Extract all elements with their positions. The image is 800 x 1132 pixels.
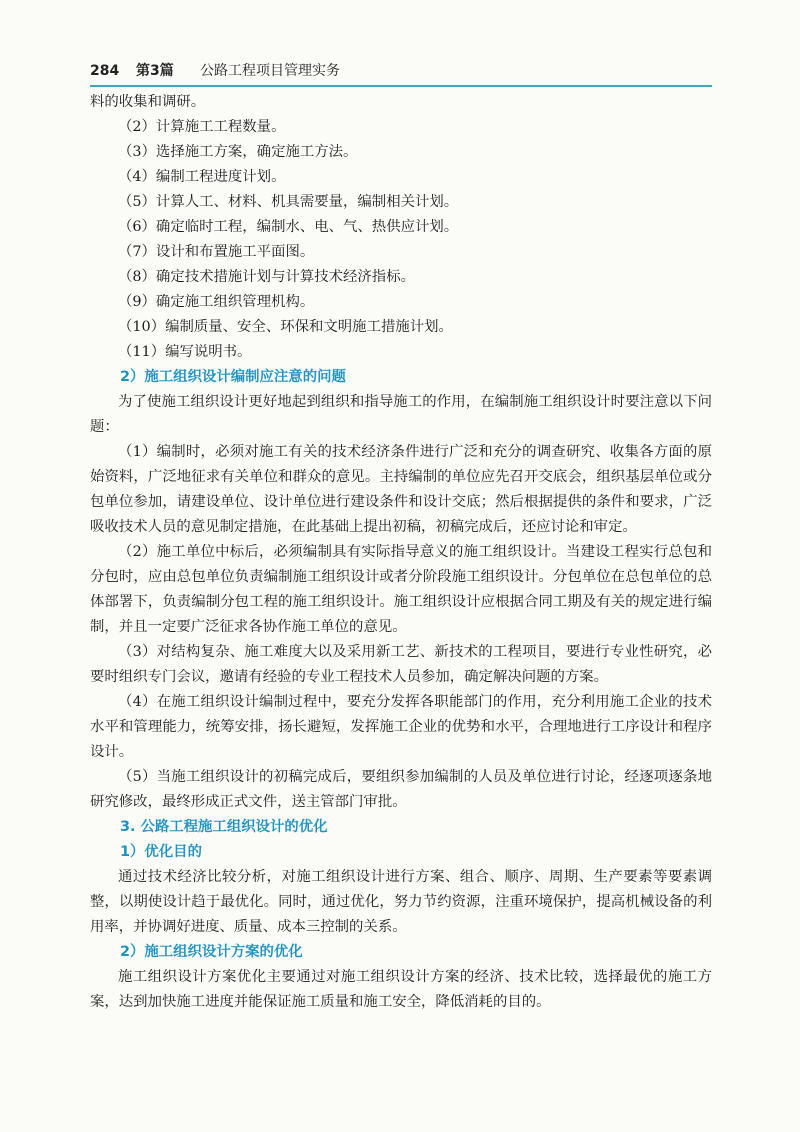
paragraph: 为了使施工组织设计更好地起到组织和指导施工的作用，在编制施工组织设计时要注意以下问题： bbox=[90, 394, 712, 435]
step-item: （9）确定施工组织管理机构。 bbox=[118, 294, 315, 310]
step-item: （4）编制工程进度计划。 bbox=[118, 169, 286, 185]
step-item: （8）确定技术措施计划与计算技术经济指标。 bbox=[118, 269, 415, 285]
page-header bbox=[90, 62, 712, 84]
section-heading: 3. 公路工程施工组织设计的优化 bbox=[120, 819, 328, 835]
subsection-heading: 1）优化目的 bbox=[120, 844, 202, 860]
subsection-heading: 2）施工组织设计方案的优化 bbox=[120, 944, 303, 960]
page-body bbox=[90, 90, 712, 1015]
page-number: 284 bbox=[90, 63, 120, 79]
step-item: （2）计算施工工程数量。 bbox=[118, 119, 286, 135]
header-rule bbox=[90, 85, 712, 87]
paragraph: （4）在施工组织设计编制过程中，要充分发挥各职能部门的作用，充分利用施工企业的技术水平和管理能力，统筹安排，扬长避短，发挥施工企业的优势和水平，合理地进行工序设计和程序设计。 bbox=[90, 694, 712, 760]
step-item: （7）设计和布置施工平面图。 bbox=[118, 244, 315, 260]
book-section-title: 公路工程项目管理实务 bbox=[200, 63, 340, 79]
step-item: （6）确定临时工程，编制水、电、气、热供应计划。 bbox=[118, 219, 459, 235]
step-item: （10）编制质量、安全、环保和文明施工措施计划。 bbox=[118, 319, 453, 335]
paragraph: （3）对结构复杂、施工难度大以及采用新工艺、新技术的工程项目，要进行专业性研究，必要时组织专门会议，邀请有经验的专业工程技术人员参加，确定解决问题的方案。 bbox=[90, 644, 712, 685]
part-label: 第3篇 bbox=[136, 63, 174, 79]
step-item: （5）计算人工、材料、机具需要量，编制相关计划。 bbox=[118, 194, 459, 210]
paragraph: 通过技术经济比较分析，对施工组织设计进行方案、组合、顺序、周期、生产要素等要素调整，以期使设计趋于最优化。同时，通过优化，努力节约资源，注重环境保护，提高机械设备的利用率，并协调好进度、质量、成本三控制的关系。 bbox=[90, 869, 712, 935]
intro-continuation: 料的收集和调研。 bbox=[90, 94, 206, 110]
step-item: （11）编写说明书。 bbox=[118, 344, 252, 360]
paragraph: （2）施工单位中标后，必须编制具有实际指导意义的施工组织设计。当建设工程实行总包和分包时，应由总包单位负责编制施工组织设计或者分阶段施工组织设计。分包单位在总包单位的总体部署下，负责编制分包工程的施工组织设计。施工组织设计应根据合同工期及有关的规定进行编制，并且一定要广泛征求各协作施工单位的意见。 bbox=[90, 544, 712, 635]
step-item: （3）选择施工方案，确定施工方法。 bbox=[118, 144, 358, 160]
subsection-heading: 2）施工组织设计编制应注意的问题 bbox=[120, 369, 346, 385]
paragraph: （1）编制时，必须对施工有关的技术经济条件进行广泛和充分的调查研究、收集各方面的原始资料，广泛地征求有关单位和群众的意见。主持编制的单位应先召开交底会，组织基层单位或分包单位参加，请建设单位、设计单位进行建设条件和设计交底；然后根据提供的条件和要求，广泛吸收技术人员的意见制定措施，在此基础上提出初稿，初稿完成后，还应讨论和审定。 bbox=[90, 444, 712, 535]
paragraph: 施工组织设计方案优化主要通过对施工组织设计方案的经济、技术比较，选择最优的施工方案，达到加快施工进度并能保证施工质量和施工安全，降低消耗的目的。 bbox=[90, 969, 712, 1010]
paragraph: （5）当施工组织设计的初稿完成后，要组织参加编制的人员及单位进行讨论，经逐项逐条地研究修改，最终形成正式文件，送主管部门审批。 bbox=[90, 769, 712, 810]
